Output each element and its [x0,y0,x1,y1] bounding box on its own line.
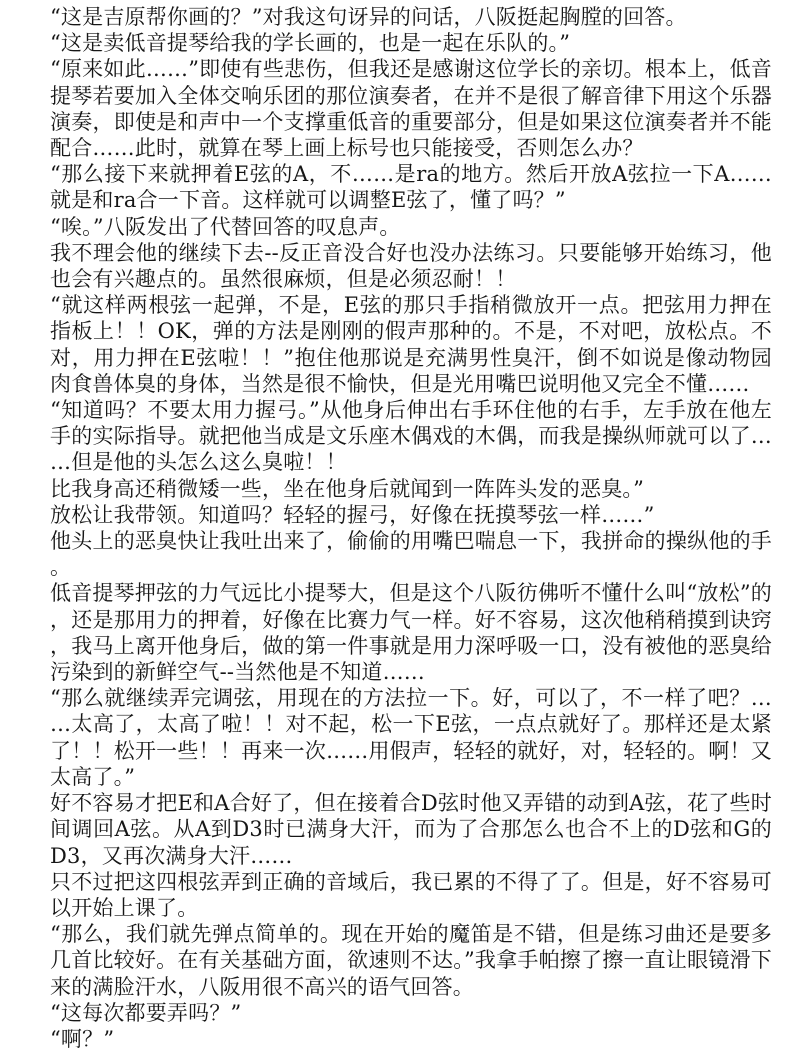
paragraph: 比我身高还稍微矮一些，坐在他身后就闻到一阵阵头发的恶臭。” [50,476,645,501]
paragraph: 好不容易才把E和A合好了，但在接着合D弦时他又弄错的动到A弦，花了些时间调回A弦。从A到D3时已满身大汗，而为了合那怎么也合不上的D弦和G的D3，又再次满身大汗…… [50,791,772,868]
paragraph: “唉。”八阪发出了代替回答的叹息声。 [50,214,401,239]
paragraph: “那么就继续弄完调弦，用现在的方法拉一下。好，可以了，不一样了吧？……太高了，太高了啦！！对不起，松一下E弦，一点点就好了。那样还是太紧了！！松开一些！！再来一次……用假声，轻轻的就好，对，轻轻的。啊！又太高了。” [50,686,772,789]
paragraph: “啊？” [50,1026,115,1051]
paragraph: “那么，我们就先弹点简单的。现在开始的魔笛是不错，但是练习曲还是要多几首比较好。在有关基础方面，欲速则不达。”我拿手帕擦了擦一直让眼镜滑下来的满脸汗水，八阪用很不高兴的语气回答。 [50,922,772,999]
paragraph: “那么接下来就押着E弦的A，不……是ra的地方。然后开放A弦拉一下A……就是和ra合一下音。这样就可以调整E弦了，懂了吗？” [50,162,772,213]
paragraph: 他头上的恶臭快让我吐出来了，偷偷的用嘴巴喘息一下，我拼命的操纵他的手。 [50,529,772,580]
paragraph: “这是吉原帮你画的？”对我这句讶异的问话，八阪挺起胸膛的回答。 [50,5,687,29]
paragraph: 低音提琴押弦的力气远比小提琴大，但是这个八阪彷佛听不懂什么叫“放松”的，还是那用力的押着，好像在比赛力气一样。好不容易，这次他稍稍摸到诀窍，我马上离开他身后，做的第一件事就是用力深呼吸一口，没有被他的恶臭给污染到的新鲜空气--当然他是不知道…… [50,581,772,685]
paragraph: 我不理会他的继续下去--反正音没合好也没办法练习。只要能够开始练习，他也会有兴趣点的。虽然很麻烦，但是必须忍耐！！ [50,240,772,292]
paragraph: “原来如此……”即使有些悲伤，但我还是感谢这位学长的亲切。根本上，低音提琴若要加入全体交响乐团的那位演奏者，在并不是很了解音律下用这个乐器演奏，即使是和声中一个支撑重低音的重要部分，但是如果这位演奏者并不能配合……此时，就算在琴上画上标号也只能接受，否则怎么办？ [50,57,772,161]
paragraph: “知道吗？不要太用力握弓。”从他身后伸出右手环住他的右手，左手放在他左手的实际指导。就把他当成是文乐座木偶戏的木偶，而我是操纵师就可以了……但是他的头怎么这么臭啦！！ [50,398,772,475]
paragraph: “就这样两根弦一起弹，不是，E弦的那只手指稍微放开一点。把弦用力押在指板上！！OK，弹的方法是刚刚的假声那种的。不是，不对吧，放松点。不对，用力押在E弦啦！！”抱住他那说是充满男性臭汗，倒不如说是像动物园肉食兽体臭的身体，当然是很不愉快，但是光用嘴巴说明他又完全不懂…… [50,293,772,396]
paragraph: 只不过把这四根弦弄到正确的音域后，我已累的不得了了。但是，好不容易可以开始上课了。 [50,869,772,920]
paragraph: “这每次都要弄吗？” [50,1000,242,1025]
paragraph: 放松让我带领。知道吗？轻轻的握弓，好像在抚摸琴弦一样……” [50,502,655,527]
paragraph: “这是卖低音提琴给我的学长画的，也是一起在乐队的。” [50,31,571,56]
